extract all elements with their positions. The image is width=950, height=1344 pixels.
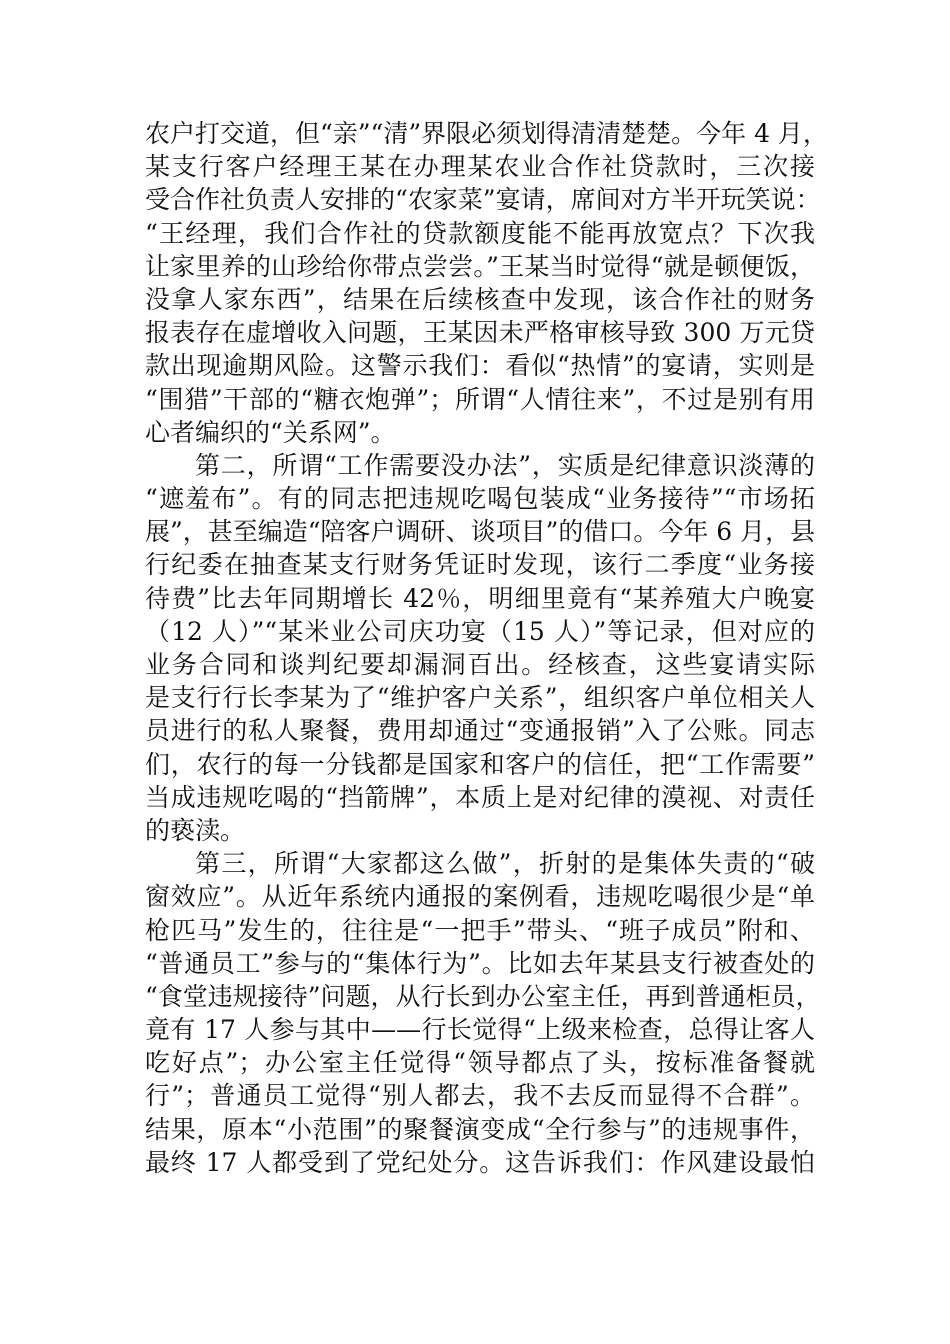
text-line: 报表存在虚增收入问题，王某因未严格审核导致 300 万元贷 [145, 318, 815, 348]
text-line: 待费”比去年同期增长 42％，明细里竟有“某养殖大户晚宴 [145, 583, 815, 613]
text-line: 员进行的私人聚餐，费用却通过“变通报销”入了公账。同志 [145, 716, 815, 746]
text-line: 第三，所谓“大家都这么做”，折射的是集体失责的“破 [195, 849, 815, 879]
text-line: 结果，原本“小范围”的聚餐演变成“全行参与”的违规事件， [145, 1114, 815, 1144]
text-line: 行纪委在抽查某支行财务凭证时发现，该行二季度“业务接 [145, 550, 815, 580]
text-line: 受合作社负责人安排的“农家菜”宴请，席间对方半开玩笑说： [145, 185, 821, 215]
text-line: 是支行行长李某为了“维护客户关系”，组织客户单位相关人 [145, 683, 815, 713]
text-line: 款出现逾期风险。这警示我们：看似“热情”的宴请，实则是 [145, 351, 815, 381]
text-line: 竟有 17 人参与其中——行长觉得“上级来检查，总得让客人 [145, 1015, 815, 1045]
paragraph-p2 [145, 449, 815, 847]
text-line: 没拿人家东西”，结果在后续核查中发现，该合作社的财务 [145, 284, 815, 314]
paragraph-p3 [145, 847, 821, 1179]
text-line: 农户打交道，但“亲”“清”界限必须划得清清楚楚。今年 4 月， [145, 119, 828, 148]
document-body [145, 117, 828, 1179]
paragraph-p1 [145, 117, 828, 449]
text-line: 吃好点”；办公室主任觉得“领导都点了头，按标准备餐就 [145, 1048, 815, 1078]
text-line: （12 人）”“某米业公司庆功宴（15 人）”等记录，但对应的 [145, 616, 815, 646]
text-line: “王经理，我们合作社的贷款额度能不能再放宽点？下次我 [145, 218, 815, 248]
text-line: 们，农行的每一分钱都是国家和客户的信任，把“工作需要” [145, 749, 815, 779]
text-line: 某支行客户经理王某在办理某农业合作社贷款时，三次接 [145, 152, 815, 182]
text-line: 当成违规吃喝的“挡箭牌”，本质上是对纪律的漠视、对责任 [145, 782, 815, 812]
text-line: 让家里养的山珍给你带点尝尝。”王某当时觉得“就是顿便饭， [145, 251, 815, 281]
text-line: 业务合同和谈判纪要却漏洞百出。经核查，这些宴请实际 [145, 650, 815, 679]
text-line: 第二，所谓“工作需要没办法”，实质是纪律意识淡薄的 [195, 450, 815, 480]
text-line: “普通员工”参与的“集体行为”。比如去年某县支行被查处的 [145, 948, 815, 978]
text-line: 的亵渎。 [145, 815, 246, 845]
text-line: “食堂违规接待”问题，从行长到办公室主任，再到普通柜员， [145, 981, 821, 1011]
text-line: 最终 17 人都受到了党纪处分。这告诉我们：作风建设最怕 [145, 1147, 815, 1177]
text-line: “围猎”干部的“糖衣炮弹”；所谓“人情往来”，不过是别有用 [145, 384, 815, 414]
text-line: 枪匹马”发生的，往往是“一把手”带头、“班子成员”附和、 [145, 915, 815, 945]
text-line: 心者编织的“关系网”。 [145, 417, 396, 447]
text-line: 展”，甚至编造“陪客户调研、谈项目”的借口。今年 6 月，县 [145, 517, 816, 547]
text-line: 行”；普通员工觉得“别人都去，我不去反而显得不合群”。 [145, 1081, 815, 1111]
text-line: “遮羞布”。有的同志把违规吃喝包装成“业务接待”“市场拓 [145, 484, 815, 514]
text-line: 窗效应”。从近年系统内通报的案例看，违规吃喝很少是“单 [145, 882, 815, 912]
